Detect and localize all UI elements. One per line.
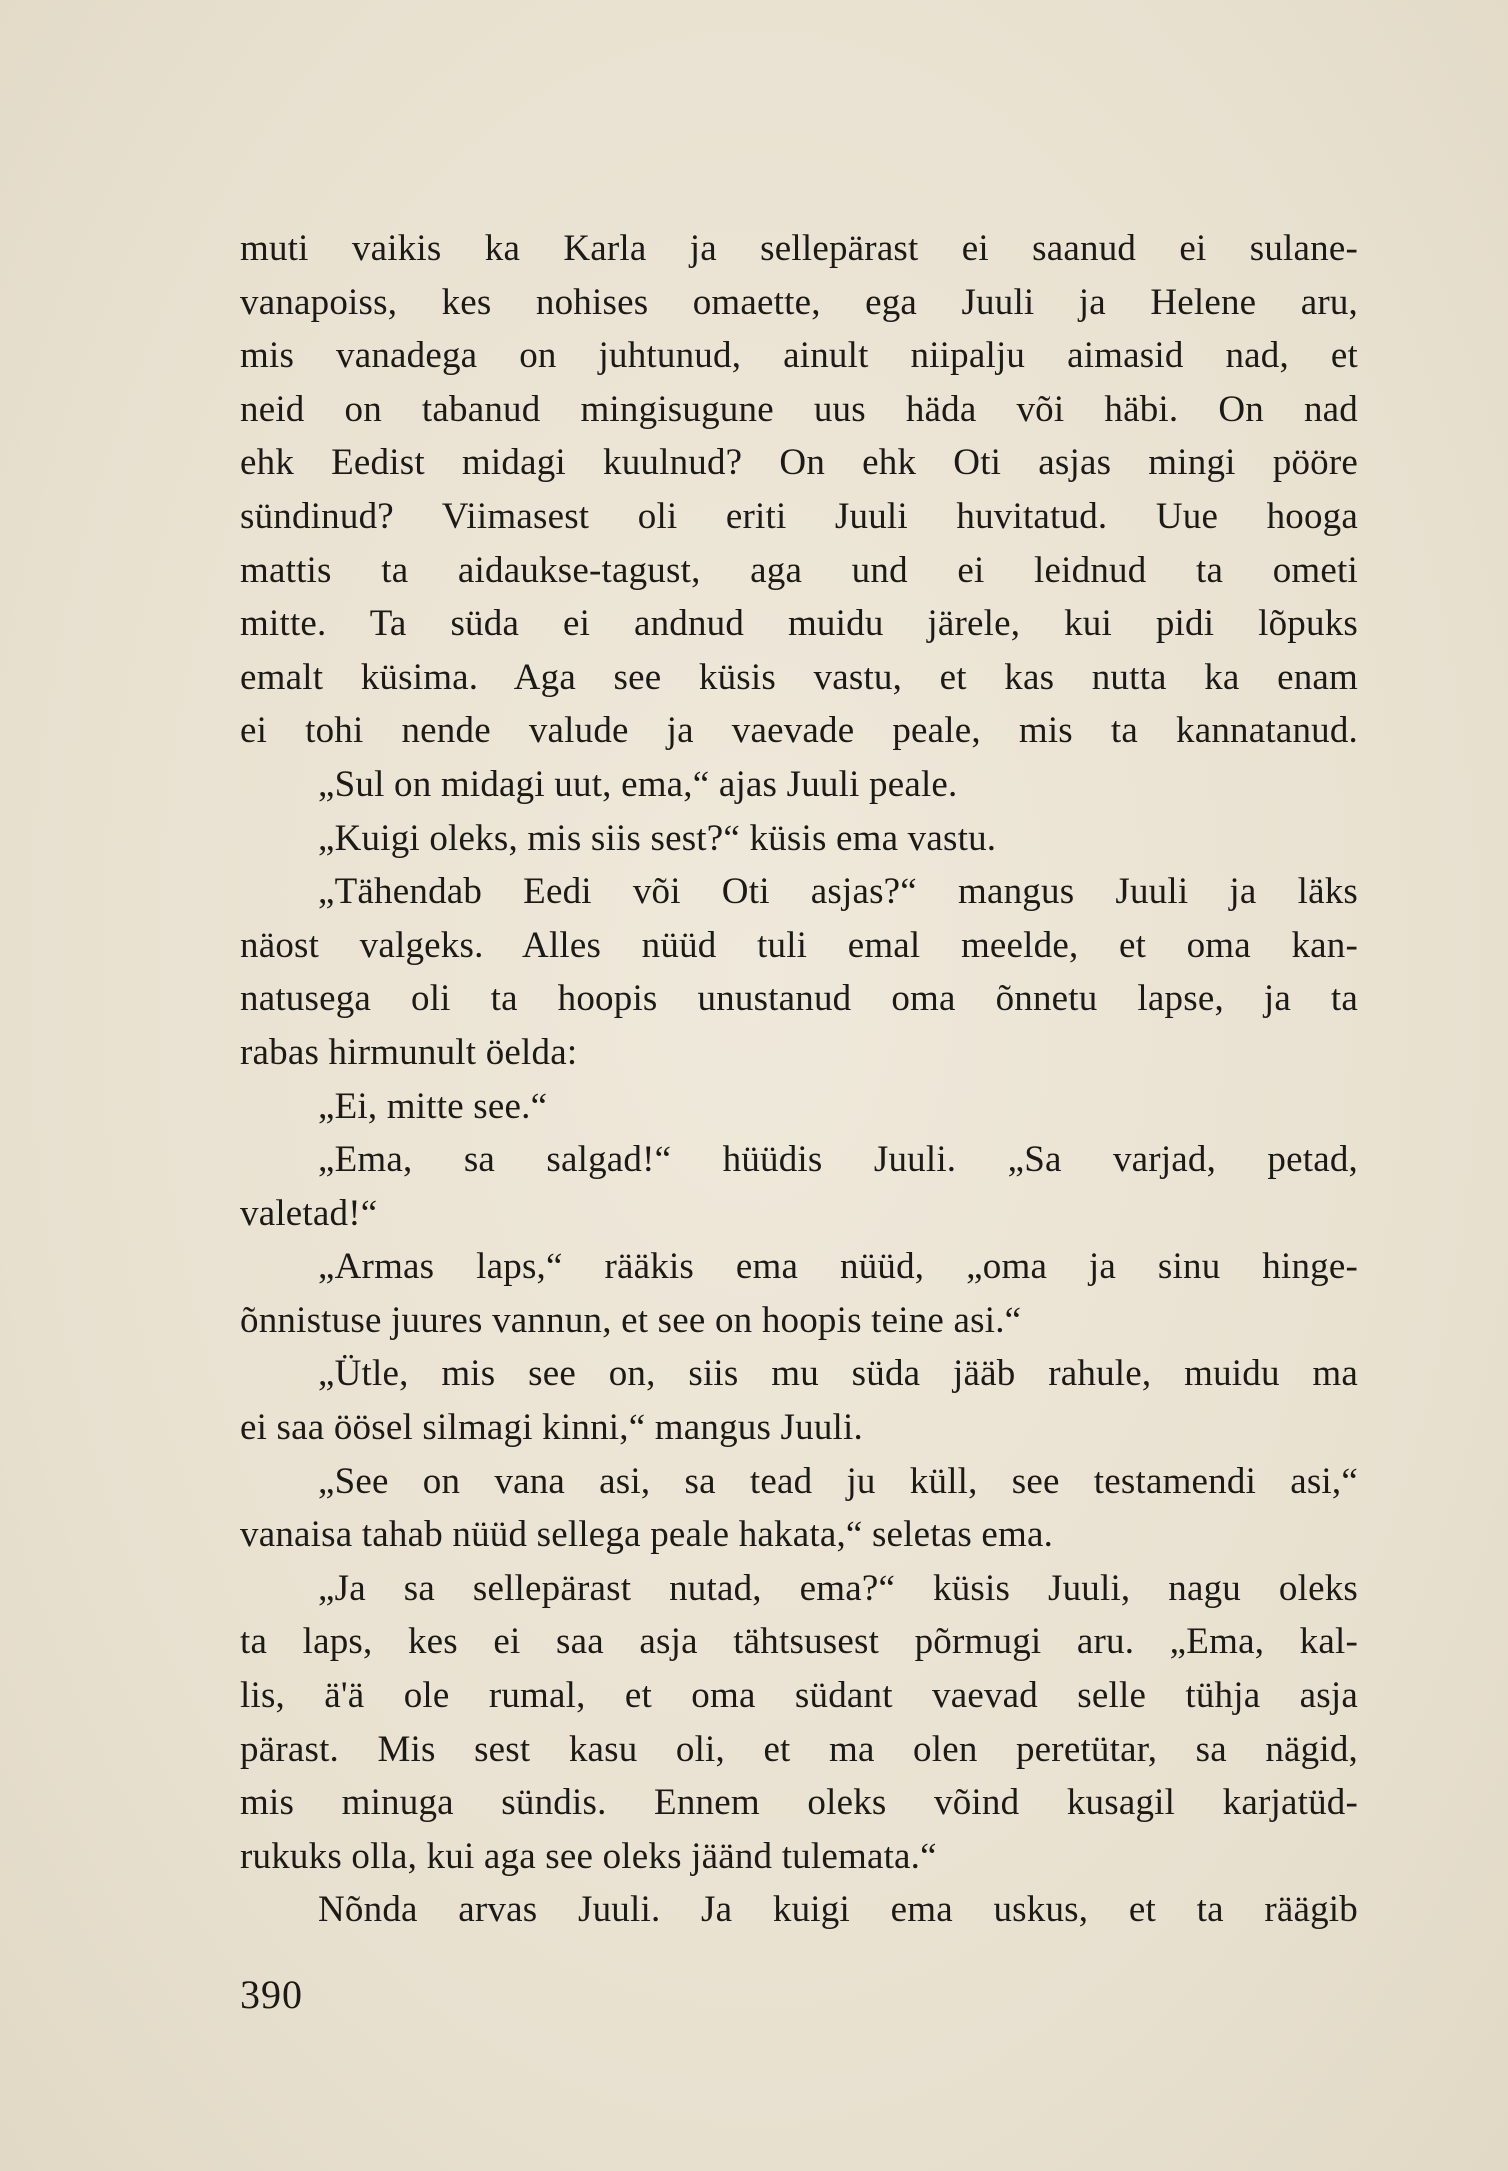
body-text <box>240 222 1358 1937</box>
text-line: õnnistuse juures vannun, et see on hoopis teine asi.“ <box>240 1299 1022 1341</box>
text-line: vanapoiss, kes nohises omaette, ega Juuli ja Helene aru, <box>240 281 1358 323</box>
text-line: mitte. Ta süda ei andnud muidu järele, kui pidi lõpuks <box>240 603 1358 645</box>
text-line: pärast. Mis sest kasu oli, et ma olen peretütar, sa nägid, <box>240 1728 1358 1770</box>
text-line: natusega oli ta hoopis unustanud oma õnnetu lapse, ja ta <box>240 978 1358 1020</box>
text-line: muti vaikis ka Karla ja sellepärast ei saanud ei sulane- <box>240 228 1358 269</box>
text-line: valetad!“ <box>240 1192 378 1234</box>
text-line: neid on tabanud mingisugune uus häda või häbi. On nad <box>240 388 1358 430</box>
text-line: mis vanadega on juhtunud, ainult niipalju aimasid nad, et <box>240 335 1358 377</box>
text-line: „Ja sa sellepärast nutad, ema?“ küsis Juuli, nagu oleks <box>318 1567 1358 1609</box>
text-line: „Ema, sa salgad!“ hüüdis Juuli. „Sa varjad, petad, <box>318 1139 1358 1181</box>
text-line: rabas hirmunult öelda: <box>240 1031 578 1073</box>
text-line: ta laps, kes ei saa asja tähtsusest põrmugi aru. „Ema, kal- <box>240 1621 1358 1663</box>
text-line: „Ei, mitte see.“ <box>318 1085 548 1127</box>
text-line: rukuks olla, kui aga see oleks jäänd tulemata.“ <box>240 1835 937 1877</box>
text-line: vanaisa tahab nüüd sellega peale hakata,“ seletas ema. <box>240 1514 1054 1556</box>
text-line: sündinud? Viimasest oli eriti Juuli huvitatud. Uue hooga <box>240 495 1358 537</box>
text-line: „Ütle, mis see on, siis mu süda jääb rahule, muidu ma <box>318 1353 1358 1395</box>
text-line: „Armas laps,“ rääkis ema nüüd, „oma ja sinu hinge- <box>318 1246 1358 1288</box>
text-line: „Sul on midagi uut, ema,“ ajas Juuli peale. <box>318 763 958 805</box>
text-line: ei saa öösel silmagi kinni,“ mangus Juuli. <box>240 1407 863 1449</box>
text-line: „Tähendab Eedi või Oti asjas?“ mangus Juuli ja läks <box>318 871 1358 913</box>
text-line: ehk Eedist midagi kuulnud? On ehk Oti asjas mingi pööre <box>240 442 1358 484</box>
text-line: mis minuga sündis. Ennem oleks võind kusagil karjatüd- <box>240 1782 1358 1824</box>
text-line: näost valgeks. Alles nüüd tuli emal meelde, et oma kan- <box>240 924 1358 966</box>
text-line: mattis ta aidaukse-tagust, aga und ei leidnud ta ometi <box>240 549 1358 591</box>
text-line: „See on vana asi, sa tead ju küll, see testamendi asi,“ <box>318 1460 1358 1502</box>
text-line: lis, ä'ä ole rumal, et oma südant vaevad selle tühja asja <box>240 1675 1358 1717</box>
page-number: 390 <box>240 1972 303 2017</box>
text-line: „Kuigi oleks, mis siis sest?“ küsis ema vastu. <box>318 817 997 859</box>
text-line: Nõnda arvas Juuli. Ja kuigi ema uskus, et ta räägib <box>318 1889 1358 1931</box>
text-line: emalt küsima. Aga see küsis vastu, et kas nutta ka enam <box>240 656 1358 698</box>
text-line: ei tohi nende valude ja vaevade peale, mis ta kannatanud. <box>240 710 1358 752</box>
